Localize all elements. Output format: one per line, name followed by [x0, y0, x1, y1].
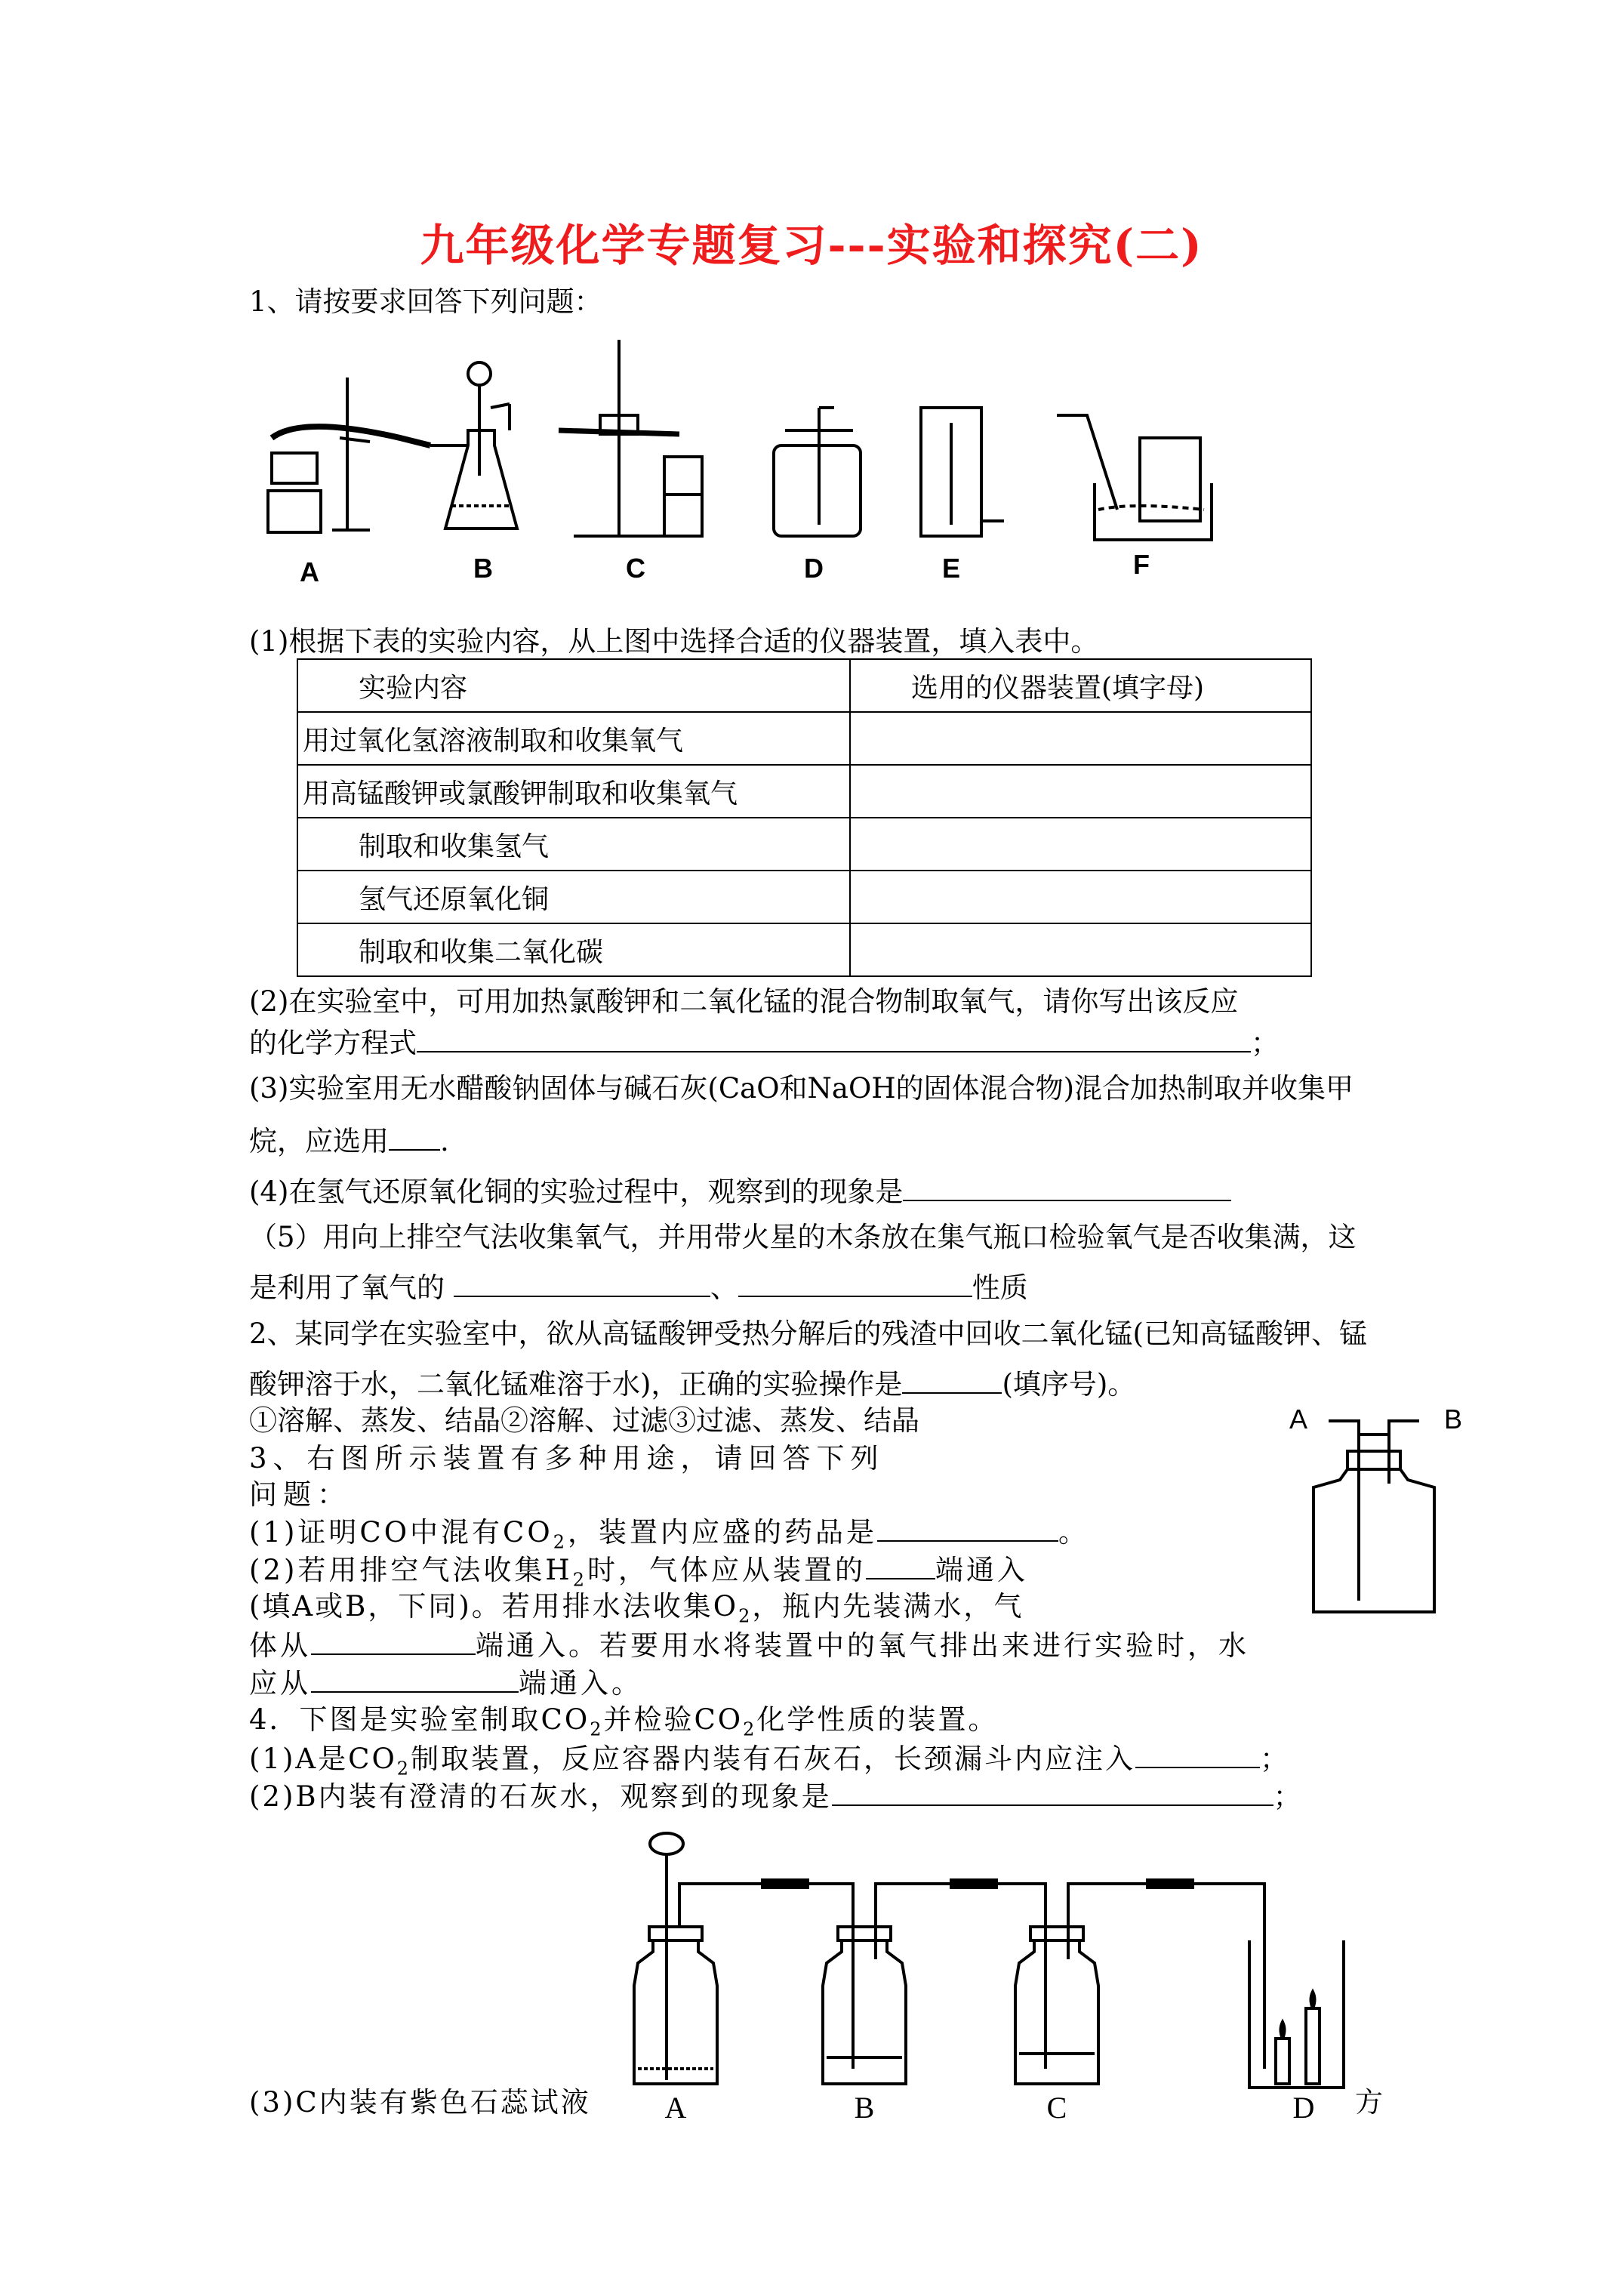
q1-part5-end: 性质	[972, 1271, 1028, 1304]
q1-part3-line1: (3)实验室用无水醋酸钠固体与碱石灰(CaO和NaOH的固体混合物)混合加热制取并收集甲	[249, 1072, 1354, 1105]
q4-line4: (3)C内装有紫色石蕊试液	[249, 2086, 591, 2119]
q3-line1: 3、右图所示装置有多种用途，请回答下列	[249, 1442, 885, 1475]
q3-l3-text2: ，装置内应盛的药品是	[567, 1516, 877, 1549]
property-blank-2[interactable]	[738, 1270, 972, 1297]
subscript: 2	[738, 1605, 753, 1627]
row-label: 氢气还原氧化铜	[297, 871, 850, 923]
answer-cell[interactable]	[850, 712, 1311, 765]
equation-blank[interactable]	[417, 1025, 1251, 1052]
q3-l6-text: 体从	[249, 1629, 311, 1662]
q3-line7	[249, 1666, 642, 1700]
header-apparatus: 选用的仪器装置(填字母)	[850, 659, 1311, 712]
q3-l4-text: (2)若用排空气法收集H	[249, 1554, 573, 1586]
q2-line2	[249, 1367, 1135, 1401]
q3-l4-end: 端通入	[935, 1554, 1028, 1586]
apparatus-figure	[257, 332, 1253, 596]
q1-stem: 1、请按要求回答下列问题：	[249, 285, 602, 318]
inlet-blank-1[interactable]	[866, 1552, 935, 1579]
label-b: B	[473, 553, 493, 584]
q4-l2-end: ；	[1260, 1743, 1291, 1775]
q4-line3	[249, 1779, 1304, 1814]
q1-part3-text: 烷，应选用	[249, 1125, 389, 1157]
table-row	[297, 818, 1311, 871]
q4-l3-end: ；	[1273, 1780, 1304, 1813]
apparatus-e	[921, 408, 1004, 536]
q4-l3-text: (2)B内装有澄清的石灰水，观察到的现象是	[249, 1780, 832, 1813]
bottle-label-b: B	[1443, 1404, 1463, 1435]
inlet-blank-3[interactable]	[311, 1666, 519, 1693]
table-row	[297, 765, 1311, 818]
q2-answer-blank[interactable]	[902, 1367, 1002, 1394]
row-label: 用高锰酸钾或氯酸钾制取和收集氧气	[297, 765, 850, 818]
subscript: 2	[590, 1718, 604, 1740]
methane-blank[interactable]	[389, 1123, 440, 1151]
q1-part5-line2	[249, 1270, 1028, 1305]
experiment-table	[297, 658, 1312, 977]
q3-l4-text2: 时，气体应从装置的	[587, 1554, 866, 1586]
q2-line1: 2、某同学在实验室中，欲从高锰酸钾受热分解后的残渣中回收二氧化锰(已知高锰酸钾、锰	[249, 1318, 1367, 1350]
subscript: 2	[743, 1718, 757, 1740]
reagent-blank[interactable]	[877, 1515, 1058, 1542]
q1-part1: (1)根据下表的实验内容，从上图中选择合适的仪器装置，填入表中。	[249, 625, 1099, 658]
q3-l5-text: (填A或B，下同)。若用排水法收集O	[249, 1590, 739, 1623]
label-f: F	[1133, 549, 1150, 580]
answer-cell[interactable]	[850, 818, 1311, 871]
q1-part5-sep: 、	[710, 1271, 738, 1304]
header-content: 实验内容	[297, 659, 850, 712]
page-title: 九年级化学专题复习---实验和探究(二)	[420, 220, 1203, 271]
subscript: 2	[572, 1569, 587, 1591]
q3-l7-text2: 端通入。	[519, 1667, 642, 1700]
answer-cell[interactable]	[850, 765, 1311, 818]
q4-label-d: D	[1292, 2091, 1315, 2125]
q1-part3-end: .	[440, 1125, 449, 1157]
table-header-row	[297, 659, 1311, 712]
q4-line1	[249, 1703, 998, 1746]
q1-part2-text: 的化学方程式	[249, 1027, 417, 1059]
table-row	[297, 871, 1311, 923]
table-row	[297, 712, 1311, 765]
property-blank-1[interactable]	[454, 1270, 710, 1297]
q1-part5-text: 是利用了氧气的	[249, 1271, 445, 1304]
q2-text: 酸钾溶于水，二氧化锰难溶于水)，正确的实验操作是	[249, 1368, 903, 1401]
q3-l6-text2: 端通入。若要用水将装置中的氧气排出来进行实验时，水	[476, 1629, 1249, 1662]
q3-line6	[249, 1628, 1249, 1663]
q3-line2: 问题：	[249, 1478, 351, 1511]
label-d: D	[804, 553, 824, 584]
answer-cell[interactable]	[850, 923, 1311, 976]
answer-cell[interactable]	[850, 871, 1311, 923]
phenomenon-blank[interactable]	[903, 1174, 1231, 1201]
inlet-blank-2[interactable]	[311, 1628, 476, 1655]
q1-part4	[249, 1174, 1231, 1209]
gas-bottle-figure	[1283, 1404, 1480, 1623]
q2-options: ①溶解、蒸发、结晶②溶解、过滤③过滤、蒸发、结晶	[249, 1404, 919, 1437]
apparatus-d	[774, 408, 861, 536]
q2-end: (填序号)。	[1002, 1368, 1136, 1401]
q4-l1-text3: 化学性质的装置。	[756, 1703, 999, 1736]
q4-l2-text: (1)A是CO	[249, 1743, 397, 1775]
row-label: 制取和收集氢气	[297, 818, 850, 871]
q1-part2-end: ；	[1251, 1027, 1279, 1059]
row-label: 用过氧化氢溶液制取和收集氧气	[297, 712, 850, 765]
row-label: 制取和收集二氧化碳	[297, 923, 850, 976]
q4-label-b: B	[854, 2091, 875, 2125]
apparatus-c	[559, 340, 702, 536]
q3-l7-text: 应从	[249, 1667, 311, 1700]
bottle-label-a: A	[1289, 1404, 1308, 1435]
q4-line4-end: 方	[1355, 2086, 1383, 2119]
q4-label-c: C	[1046, 2091, 1067, 2125]
q3-l3-text: (1)证明CO中混有CO	[249, 1516, 553, 1549]
q4-l1-text: 4．下图是实验室制取CO	[249, 1703, 590, 1736]
q4-l2-text2: 制取装置，反应容器内装有石灰石，长颈漏斗内应注入	[411, 1743, 1136, 1775]
q3-l5-text2: ，瓶内先装满水，气	[752, 1590, 1024, 1623]
q1-part2-line1: (2)在实验室中，可用加热氯酸钾和二氧化锰的混合物制取氧气，请你写出该反应	[249, 985, 1239, 1018]
q4-label-a: A	[664, 2091, 687, 2125]
label-a: A	[300, 556, 319, 587]
q1-part5-line1: （5）用向上排空气法收集氧气，并用带火星的木条放在集气瓶口检验氧气是否收集满，这	[249, 1221, 1357, 1253]
q4-l1-text2: 并检验CO	[603, 1703, 744, 1736]
label-c: C	[626, 553, 645, 584]
apparatus-f	[1057, 415, 1212, 540]
apparatus-a	[268, 378, 468, 532]
acid-blank[interactable]	[1135, 1741, 1260, 1768]
q1-part3-line2	[249, 1123, 449, 1158]
q3-l3-end: 。	[1058, 1516, 1089, 1549]
q1-part4-text: (4)在氢气还原氧化铜的实验过程中，观察到的现象是	[249, 1176, 904, 1208]
q3-line5	[249, 1590, 1024, 1632]
co2-apparatus-figure	[619, 1827, 1374, 2125]
q1-part2-line2	[249, 1025, 1279, 1060]
limewater-blank[interactable]	[832, 1779, 1273, 1806]
subscript: 2	[396, 1758, 411, 1780]
table-row	[297, 923, 1311, 976]
label-e: E	[941, 553, 961, 584]
subscript: 2	[553, 1531, 568, 1553]
